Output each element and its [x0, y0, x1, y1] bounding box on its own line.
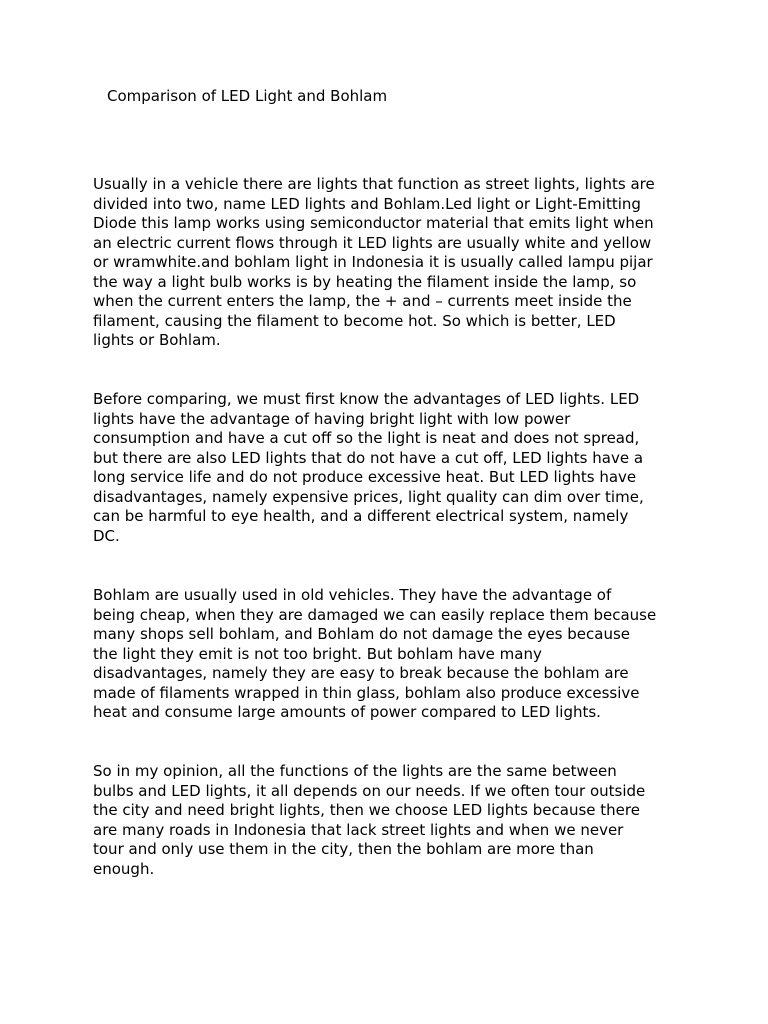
paragraph-conclusion: So in my opinion, all the functions of the lights are the same between bulbs and LED lights, it all depends on our needs. If we often tour outside the city and need bright lights, then we choose LED lights because there are many roads in Indonesia that lack street lights and when we never tour and only use them in the city, then the bohlam are more than enough. [93, 762, 646, 878]
paragraph-led-advantages: Before comparing, we must first know the advantages of LED lights. LED lights have the advantage of having bright light with low power consumption and have a cut off so the light is neat and does not spread, but there are also LED lights that do not have a cut off, LED lights have a long service life and do not produce excessive heat. But LED lights have disadvantages, namely expensive prices, light quality can dim over time, can be harmful to eye health, and a different electrical system, namely DC. [93, 390, 644, 545]
document-title: Comparison of LED Light and Bohlam [107, 87, 388, 105]
paragraph-bohlam: Bohlam are usually used in old vehicles. They have the advantage of being cheap, when they are damaged we can easily replace them because many shops sell bohlam, and Bohlam do not damage the eyes because the light they emit is not too bright. But bohlam have many disadvantages, namely they are easy to break because the bohlam are made of filaments wrapped in thin glass, bohlam also produce excessive heat and consume large amounts of power compared to LED lights. [93, 586, 657, 721]
paragraph-intro: Usually in a vehicle there are lights that function as street lights, lights are divided into two, name LED lights and Bohlam.Led light or Light-Emitting Diode this lamp works using semiconductor material that emits light when an electric current flows through it LED lights are usually white and yellow or wramwhite.and bohlam light in Indonesia it is usually called lampu pijar the way a light bulb works is by heating the filament inside the lamp, so when the current enters the lamp, the + and – currents meet inside the filament, causing the filament to become hot. So which is better, LED lights or Bohlam. [93, 175, 655, 349]
